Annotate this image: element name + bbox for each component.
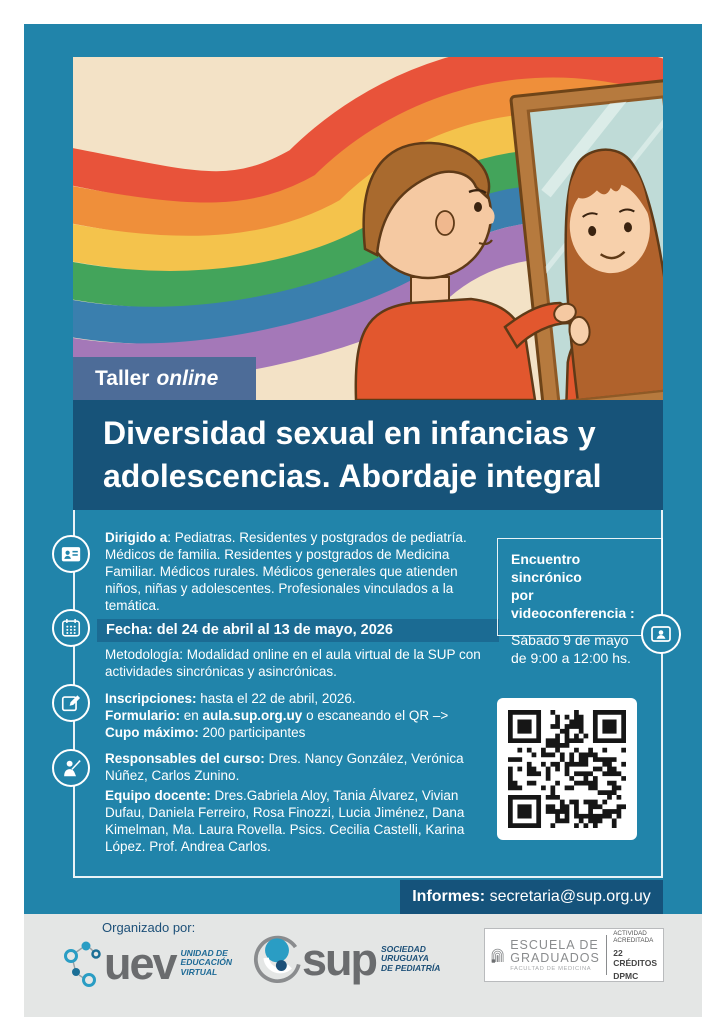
qr-code	[497, 698, 637, 840]
videocall-icon-circle	[641, 614, 681, 654]
faculty-icon-circle	[52, 749, 90, 787]
enrollment-deadline: Inscripciones: hasta el 22 de abril, 2026.	[105, 691, 356, 706]
audience-label: Dirigido a	[105, 530, 168, 545]
title-band	[73, 400, 663, 510]
uev-logo	[62, 938, 232, 988]
methodology-text: Metodología: Modalidad online en el aula virtual de la SUP con actividades sincrónicas y asincrónicas.	[105, 647, 481, 679]
qr-pattern	[508, 710, 626, 828]
uev-network-icon	[62, 938, 104, 988]
enrollment-icon-circle	[52, 684, 90, 722]
calendar-icon	[60, 617, 82, 639]
sup-pediatrics-icon	[252, 934, 302, 984]
badge-text-italic: online	[156, 366, 219, 390]
boy-eye	[474, 202, 482, 212]
id-card-icon	[60, 543, 82, 565]
enrollment-url: aula.sup.org.uy	[202, 708, 303, 723]
date-icon-circle	[52, 609, 90, 647]
edit-pencil-icon	[60, 692, 82, 714]
page-title: Diversidad sexual en infancias y adolescencias. Abordaje integral	[103, 415, 602, 494]
sup-logo	[252, 934, 440, 984]
uev-tagline: UNIDAD DE EDUCACIÓN VIRTUAL	[180, 947, 233, 977]
course-leads: Responsables del curso: Dres. Nancy González, Verónica Núñez, Carlos Zunino.	[105, 751, 464, 783]
escuela-graduados-badge: ESCUELA DE GRADUADOS FACULTAD DE MEDICINA ACTIVIDAD ACREDITADA 22 CRÉDITOS DPMC	[484, 928, 664, 982]
rainbow-mirror-scene	[73, 57, 663, 400]
date-highlight	[97, 619, 499, 642]
contact-bar: Informes: secretaria@sup.org.uy	[400, 880, 663, 914]
sync-date: Sábado 9 de mayo	[511, 632, 629, 648]
videocall-icon	[649, 622, 673, 646]
teaching-team: Equipo docente: Dres.Gabriela Aloy, Tania Álvarez, Vivian Dufau, Daniela Ferreiro, Rosa Finozzi, Lucia Jiménez, Dana Kimelman, Ma. Laura Rovella. Psics. Cecilia Castelli, Karina López. Prof. Andrea Carlos.	[105, 788, 465, 854]
sync-time: de 9:00 a 12:00 hs.	[511, 650, 631, 666]
footer	[24, 914, 702, 1017]
sync-title-line1: Encuentro sincrónico	[511, 551, 582, 585]
enrollment-quota: Cupo máximo: 200 participantes	[105, 725, 306, 740]
date-text: Fecha: del 24 de abril al 13 de mayo, 2026	[106, 622, 393, 638]
sync-title-line2: por videoconferencia :	[511, 587, 635, 621]
arches-icon	[491, 936, 504, 974]
audience-icon-circle	[52, 535, 90, 573]
sup-wordmark: sup	[302, 933, 377, 985]
mirror-illustration	[73, 57, 663, 400]
workshop-badge	[73, 357, 256, 400]
enrollment-section	[105, 690, 481, 741]
audience-section	[105, 529, 481, 614]
sup-tagline: SOCIEDAD URUGUAYA DE PEDIATRÍA	[381, 943, 441, 973]
sync-meeting-box	[497, 538, 663, 666]
audience-text: : Pediatras. Residentes y postgrados de pediatría. Médicos de familia. Residentes y postgrados de Medicina Familiar. Médicos rurales. Médicos generales que atienden niños, niñas y adolescentes. Profesionales vinculados a la temática.	[105, 530, 467, 613]
poster	[24, 24, 702, 1017]
enrollment-form: Formulario: en aula.sup.org.uy o escaneando el QR –>	[105, 708, 449, 723]
uev-wordmark: uev	[104, 937, 176, 989]
badge-text: Taller	[95, 366, 150, 390]
organized-by-label: Organizado por:	[102, 920, 196, 935]
contact-email: secretaria@sup.org.uy	[485, 888, 651, 905]
teacher-pointer-icon	[60, 757, 82, 779]
